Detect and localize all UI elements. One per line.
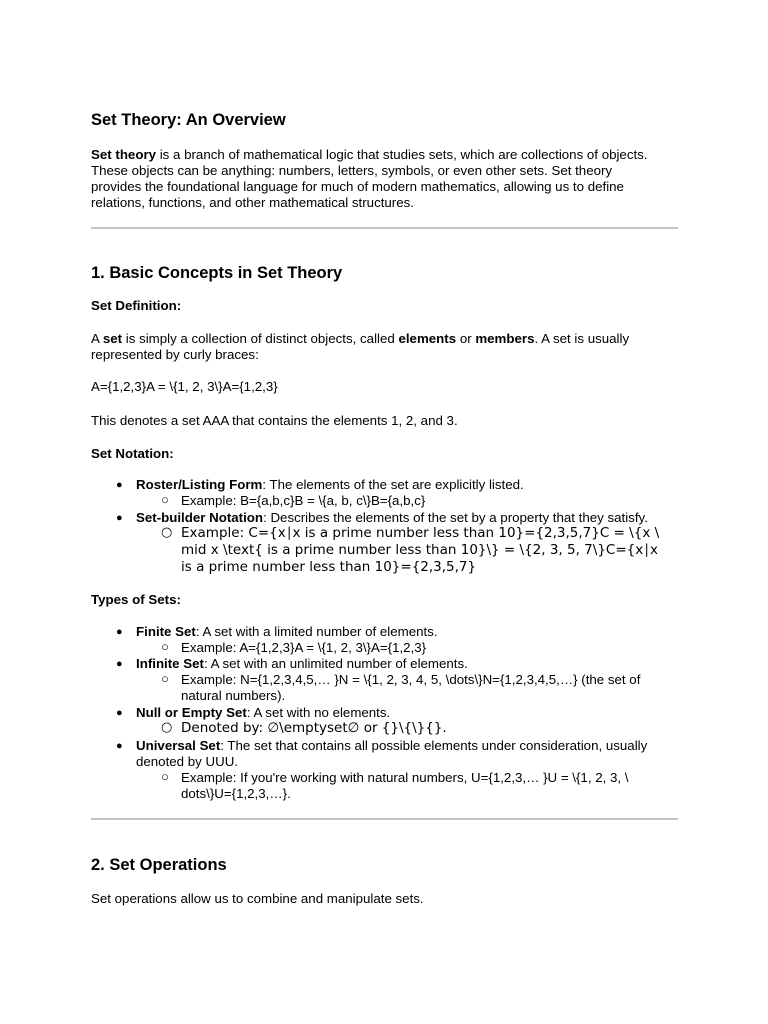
list-subitem-null-example: ○ Denoted by: ∅\emptyset∅ or {}\{\}{}. xyxy=(161,720,447,736)
definition-line-2: represented by curly braces: xyxy=(91,347,259,362)
list-item-null-set: ● Null or Empty Set: A set with no elements. xyxy=(116,705,391,720)
section-heading-basic-concepts: 1. Basic Concepts in Set Theory xyxy=(91,264,343,282)
list-subitem-universal-example: ○ Example: If you're working with natural numbers, U={1,2,3,… }U = \{1, 2, 3, \ dots\}U={1,2,3,…}. xyxy=(161,769,629,801)
circle-bullet-icon: ○ xyxy=(161,639,169,654)
circle-bullet-icon: ○ xyxy=(161,671,169,686)
definition-line-1: A set is simply a collection of distinct objects, called elements or members. A set is usually xyxy=(91,331,630,346)
bullet-icon: ● xyxy=(116,707,123,719)
subheading-types-of-sets: Types of Sets: xyxy=(91,592,181,607)
bullet-icon: ● xyxy=(116,658,123,670)
intro-line-1: Set theory is a branch of mathematical logic that studies sets, which are collections of objects. xyxy=(91,147,648,162)
set-operations-text: Set operations allow us to combine and manipulate sets. xyxy=(91,891,424,906)
subheading-set-definition: Set Definition: xyxy=(91,298,182,313)
page-title: Set Theory: An Overview xyxy=(91,111,286,129)
list-subitem-infinite-example: ○ Example: N={1,2,3,4,5,… }N = \{1, 2, 3, 4, 5, \dots\}N={1,2,3,4,5,…} (the set of natural numbers). xyxy=(161,671,641,703)
bullet-icon: ● xyxy=(116,479,123,491)
circle-bullet-icon: ○ xyxy=(161,769,169,784)
circle-bullet-icon: ○ xyxy=(161,720,173,735)
list-item-universal-set: ● Universal Set: The set that contains all possible elements under consideration, usually denoted by UUU. xyxy=(116,738,648,769)
intro-line-4: relations, functions, and other mathematical structures. xyxy=(91,195,414,210)
bullet-icon: ● xyxy=(116,512,123,524)
list-item-finite-set: ● Finite Set: A set with a limited number of elements. xyxy=(116,624,438,639)
list-item-roster: ● Roster/Listing Form: The elements of the set are explicitly listed. xyxy=(116,477,524,492)
intro-bold-term: Set theory xyxy=(91,147,157,162)
list-subitem-roster-example: ○ Example: B={a,b,c}B = \{a, b, c\}B={a,b,c} xyxy=(161,492,426,508)
intro-line-2: These objects can be anything: numbers, letters, symbols, or even other sets. Set theory xyxy=(91,163,613,178)
circle-bullet-icon: ○ xyxy=(161,492,169,507)
denotes-text: This denotes a set AAA that contains the elements 1, 2, and 3. xyxy=(91,413,458,428)
circle-bullet-icon: ○ xyxy=(161,525,173,540)
list-subitem-builder-example: ○ Example: C={x∣x is a prime number less than 10}={2,3,5,7}C = \{x \ mid x \text{ is a prime number less than 10}\} = \{2, 3, 5, 7\}C={x∣x is a prime number less than 10}={2,3,5,7} xyxy=(161,525,660,575)
bullet-icon: ● xyxy=(116,626,123,638)
bullet-icon: ● xyxy=(116,740,123,752)
horizontal-rule xyxy=(91,818,678,820)
intro-line-3: provides the foundational language for much of modern mathematics, allowing us to define xyxy=(91,179,624,194)
list-subitem-finite-example: ○ Example: A={1,2,3}A = \{1, 2, 3\}A={1,2,3} xyxy=(161,639,427,655)
horizontal-rule xyxy=(91,227,678,229)
list-item-infinite-set: ● Infinite Set: A set with an unlimited number of elements. xyxy=(116,656,468,671)
list-item-set-builder: ● Set-builder Notation: Describes the elements of the set by a property that they satisfy. xyxy=(116,510,648,525)
section-heading-set-operations: 2. Set Operations xyxy=(91,856,227,874)
formula-set-a: A={1,2,3}A = \{1, 2, 3\}A={1,2,3} xyxy=(91,379,278,394)
subheading-set-notation: Set Notation: xyxy=(91,446,174,461)
